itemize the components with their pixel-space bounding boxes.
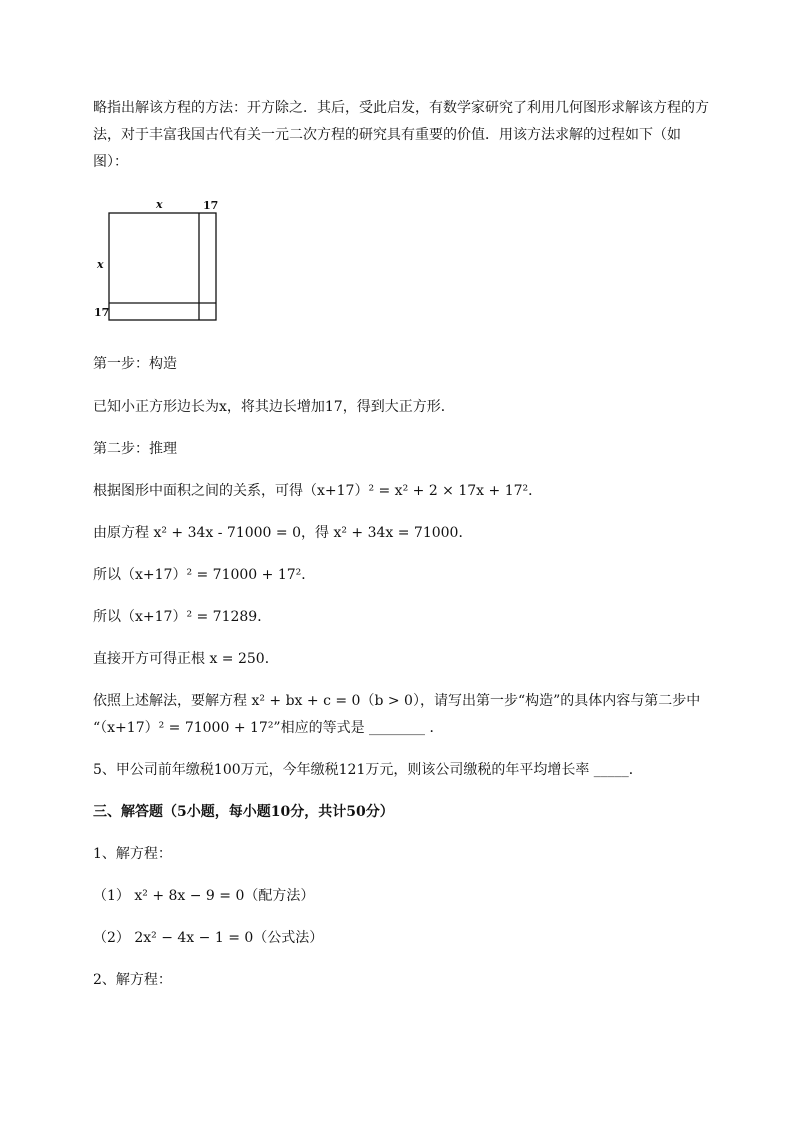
top-x-label: x bbox=[156, 198, 163, 211]
problem-1-title: 1、解方程： bbox=[93, 846, 172, 862]
problem-1-a: （1） x² + 8x − 9 = 0（配方法） bbox=[93, 888, 315, 904]
task-line-2: “（x+17）² = 71000 + 17²”相应的等式是 ________ ． bbox=[93, 720, 444, 736]
intro-line-1: 略指出解该方程的方法：开方除之．其后，受此启发，有数学家研究了利用几何图形求解该方程的方 bbox=[93, 100, 709, 116]
question-5: 5、甲公司前年缴税100万元，今年缴税121万元，则该公司缴税的年平均增长率 _____． bbox=[93, 762, 643, 778]
intro-line-2: 法，对于丰富我国古代有关一元二次方程的研究具有重要的价值．用该方法求解的过程如下（如 bbox=[93, 127, 681, 143]
square-figure bbox=[90, 195, 225, 325]
left-x-label: x bbox=[97, 258, 104, 271]
step1-text: 已知小正方形边长为x，将其边长增加17，得到大正方形． bbox=[93, 399, 455, 415]
section-3-heading: 三、解答题（5小题，每小题10分，共计50分） bbox=[93, 804, 394, 820]
task-line-1: 依照上述解法，要解方程 x² + bx + c = 0（b > 0），请写出第一步“构造”的具体内容与第二步中 bbox=[93, 693, 701, 709]
top-17-label: 17 bbox=[203, 199, 219, 212]
positive-root: 直接开方可得正根 x = 250． bbox=[93, 651, 279, 667]
so-line-1: 所以（x+17）² = 71000 + 17²． bbox=[93, 567, 316, 583]
step1-title: 第一步：构造 bbox=[93, 356, 177, 372]
step2-title: 第二步：推理 bbox=[93, 441, 177, 457]
bottom-17-label: 17 bbox=[94, 306, 110, 319]
original-equation: 由原方程 x² + 34x - 71000 = 0，得 x² + 34x = 71000． bbox=[93, 525, 473, 541]
intro-line-3: 图）： bbox=[93, 154, 128, 170]
area-relation: 根据图形中面积之间的关系，可得（x+17）² = x² + 2 × 17x + 17²． bbox=[93, 483, 543, 499]
outer-square bbox=[109, 213, 216, 320]
so-line-2: 所以（x+17）² = 71289． bbox=[93, 609, 272, 625]
problem-2-title: 2、解方程： bbox=[93, 972, 172, 988]
problem-1-b: （2） 2x² − 4x − 1 = 0（公式法） bbox=[93, 930, 324, 946]
